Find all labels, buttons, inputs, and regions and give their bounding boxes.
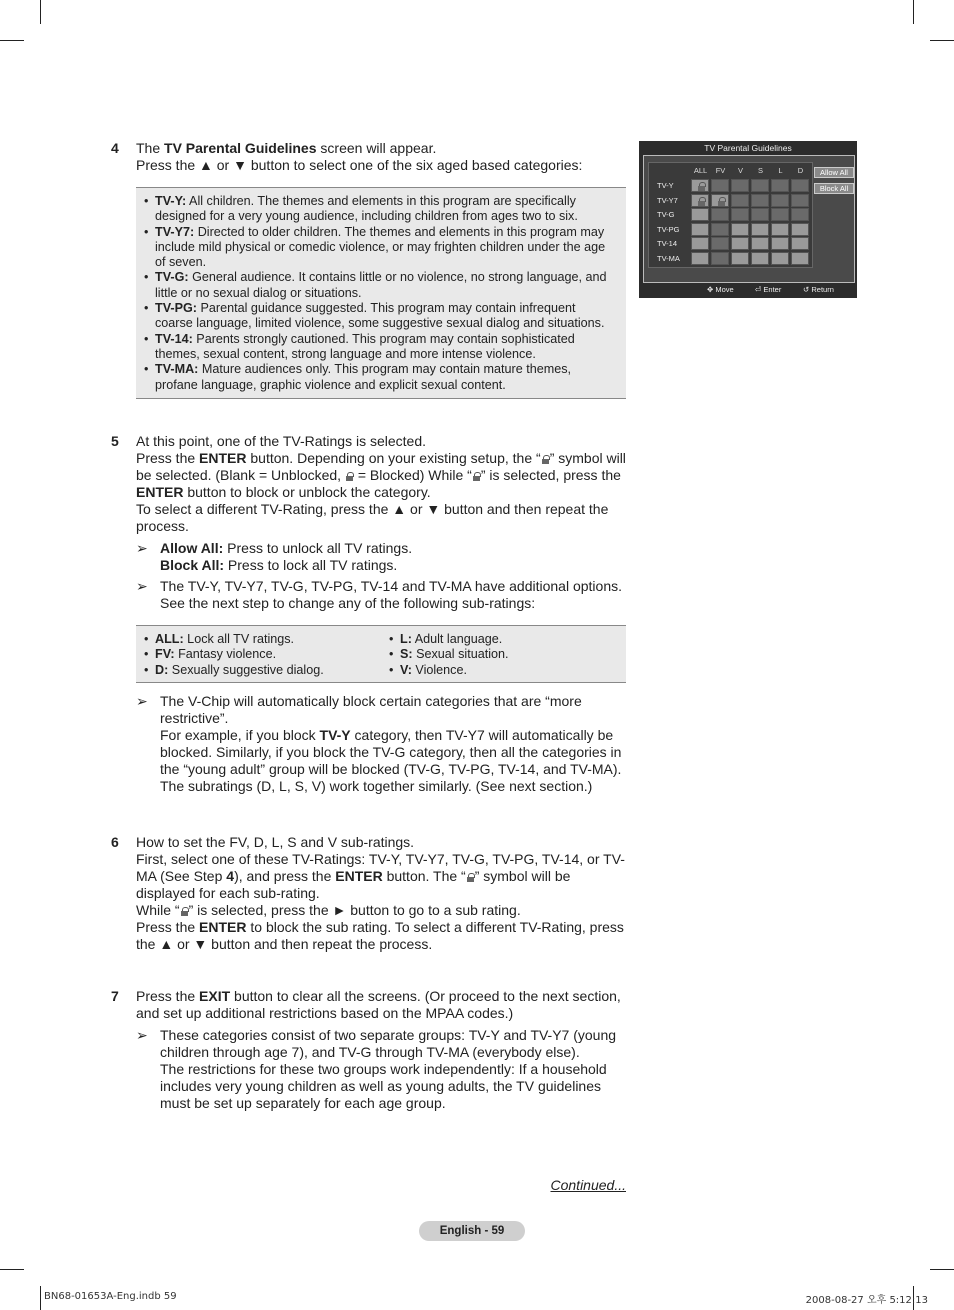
grid-cell [771,179,789,192]
step-number: 6 [111,834,119,850]
page-number: English - 59 [419,1221,525,1241]
step5-text: At this point, one of the TV-Ratings is selected. Press the ENTER button. Depending on your existing setup, the “ ” symbol will be selected. (Blank = Unblocked, = Blocked) While “ ” is selected, press the ENTER button to block or unblock the category. To select a different TV-Rating, press the ▲ or ▼ button and then repeat the process. [136,433,626,534]
lock-icon [698,182,705,191]
rating-item: • TV-Y: All children. The themes and elements in this program are specifically designed for a very young audience, including children from ages two to six. [144,194,616,225]
grid-cell[interactable] [731,252,749,265]
grid-cell [791,194,809,207]
grid-row-label: TV-MA [657,254,680,263]
grid-cell[interactable] [771,237,789,250]
tv-parental-guidelines-screen [639,141,857,298]
grid-cell [731,194,749,207]
return-icon: ↺ [803,285,810,294]
crop-mark [930,40,954,41]
grid-cell[interactable] [691,194,709,207]
grid-row-label: TV-Y [657,181,674,190]
grid-cell [711,208,729,221]
grid-cell[interactable] [751,223,769,236]
step-number: 7 [111,988,119,1004]
grid-cell [791,208,809,221]
grid-cell [731,179,749,192]
grid-cell [711,237,729,250]
step6-text: How to set the FV, D, L, S and V sub-ratings. First, select one of these TV-Ratings: TV-Y, TV-Y7, TV-G, TV-PG, TV-14, or TV-MA (See Step 4), and press the ENTER button. The “ ” symbol will be displayed for each sub-rating. While “ ” is selected, press the ► button to go to a sub rating. Press the ENTER to block the sub rating. To select a different TV-Rating, press the ▲ or ▼ button and then repeat the process. [136,834,625,952]
arrow-icon: ➢ [136,693,148,709]
subrating-item: • L: Adult language. [389,632,616,647]
grid-cell[interactable] [751,237,769,250]
note-additional-options: ➢ The TV-Y, TV-Y7, TV-G, TV-PG, TV-14 and TV-MA have additional options. See the next step to change any of the following sub-ratings: [136,578,622,611]
lock-icon [542,455,549,464]
grid-cell [711,252,729,265]
lock-icon [473,472,480,481]
lock-icon [698,197,705,206]
rating-item: • TV-MA: Mature audiences only. This program may contain mature themes, profane language, graphic violence and explicit sexual content. [144,362,616,393]
grid-cell [791,179,809,192]
grid-cell[interactable] [691,179,709,192]
grid-cell[interactable] [791,252,809,265]
grid-cell[interactable] [731,223,749,236]
move-hint: ✥ Move [707,285,734,294]
grid-cell[interactable] [751,252,769,265]
grid-cell[interactable] [791,237,809,250]
grid-cell [751,208,769,221]
grid-column-header: V [737,166,743,175]
grid-cell [771,194,789,207]
grid-cell [771,208,789,221]
grid-row-label: TV-PG [657,224,680,234]
grid-cell[interactable] [711,194,729,207]
crop-mark [40,0,41,24]
note-groups: ➢ These categories consist of two separate groups: TV-Y and TV-Y7 (young children through age 7), and TV-G through TV-MA (everybody else). The restrictions for these two groups work independently: If a household includes very young children as well as young adults, the TV guidelines must be set up separately for each age group. [136,1027,617,1111]
block-all-button[interactable]: Block All [814,183,854,194]
grid-column-header: D [797,166,804,175]
tv-panel [643,155,855,283]
grid-cell[interactable] [791,223,809,236]
arrow-icon: ➢ [136,578,148,594]
subrating-item: • S: Sexual situation. [389,647,616,662]
crop-mark [930,1269,954,1270]
step-number: 4 [111,140,119,156]
rating-grid [648,162,813,268]
grid-cell [731,208,749,221]
grid-column-header: S [757,166,763,175]
return-hint: ↺ Return [803,285,834,294]
step4-text: The TV Parental Guidelines screen will appear. Press the ▲ or ▼ button to select one of the six aged based categories: [136,140,583,173]
move-icon: ✥ [707,285,714,294]
crop-mark [0,40,24,41]
grid-column-header: ALL [693,166,708,175]
step7-text: Press the EXIT button to clear all the screens. (Or proceed to the next section, and set up additional restrictions based on the MPAA codes.) [136,988,621,1021]
subratings-box [136,625,626,683]
allow-all-button[interactable]: Allow All [814,167,854,178]
grid-column-header: L [778,166,783,175]
slug-left: BN68-01653A-Eng.indb 59 [44,1291,177,1302]
grid-cell[interactable] [691,223,709,236]
grid-cell[interactable] [691,208,709,221]
rating-item: • TV-Y7: Directed to older children. The themes and elements in this program may include mild physical or comedic violence, or may frighten children under the age of seven. [144,225,616,271]
rating-item: • TV-14: Parents strongly cautioned. This program may contain sophisticated themes, sexual content, strong language and more intense violence. [144,332,616,363]
subrating-item: • ALL: Lock all TV ratings. [144,632,371,647]
note-vchip: ➢ The V-Chip will automatically block certain categories that are “more restrictive”. For example, if you block TV-Y category, then TV-Y7 will automatically be blocked. Similarly, if you block the TV-G category, then all the categories in the “young adult” group will be blocked (TV-G, TV-PG, TV-14, and TV-MA). The subratings (D, L, S, V) work together similarly. (See next section.) [136,693,622,794]
subrating-item: • V: Violence. [389,663,616,678]
note-allow-block: ➢ Allow All: Press to unlock all TV ratings. Block All: Press to lock all TV ratings. [136,540,413,573]
tv-screen-title: TV Parental Guidelines [704,143,792,153]
crop-mark [40,1286,41,1310]
continued-link: Continued... [550,1177,626,1193]
crop-mark [913,0,914,24]
enter-icon: ⏎ [755,285,762,294]
grid-row-label: TV-14 [657,239,678,249]
arrow-icon: ➢ [136,540,148,556]
lock-icon [346,472,353,481]
grid-cell [751,194,769,207]
rating-item: • TV-PG: Parental guidance suggested. This program may contain infrequent coarse language, limited violence, some suggestive sexual dialog and situations. [144,301,616,332]
grid-cell[interactable] [771,252,789,265]
lock-icon [718,197,725,206]
arrow-icon: ➢ [136,1027,148,1043]
grid-cell [711,179,729,192]
grid-column-header: FV [715,166,726,175]
subrating-item: • D: Sexually suggestive dialog. [144,663,371,678]
grid-cell[interactable] [731,237,749,250]
grid-cell [751,179,769,192]
grid-cell[interactable] [691,252,709,265]
grid-cell[interactable] [691,237,709,250]
crop-mark [0,1269,24,1270]
rating-item: • TV-G: General audience. It contains little or no violence, no strong language, and little or no sexual dialog or situations. [144,270,616,301]
enter-hint: ⏎ Enter [755,285,782,294]
lock-icon [181,907,188,916]
grid-cell[interactable] [771,223,789,236]
lock-icon [467,873,474,882]
ratings-box [136,187,626,399]
grid-row-label: TV-Y7 [657,195,678,205]
subrating-item: • FV: Fantasy violence. [144,647,371,662]
slug-right: 2008-08-27 오후 5:12:13 [805,1295,928,1306]
grid-row-label: TV-G [657,210,675,220]
grid-cell [711,223,729,236]
step-number: 5 [111,433,119,449]
